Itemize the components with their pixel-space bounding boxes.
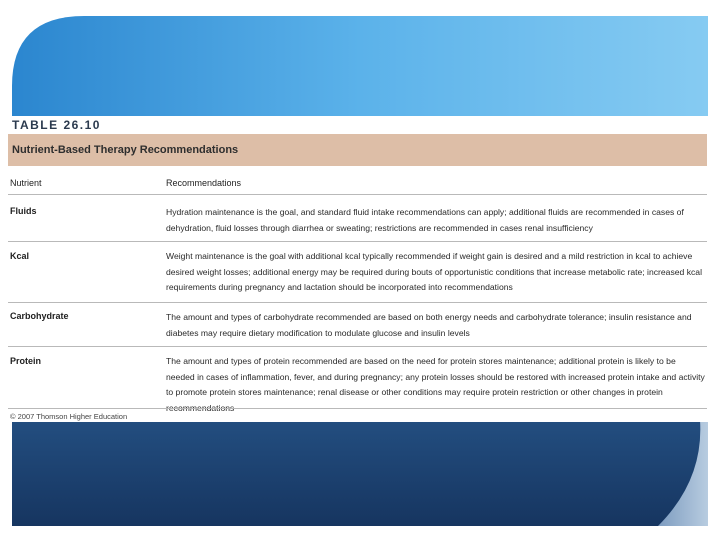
row-recommendation-protein: The amount and types of protein recommended are based on the need for protein stores maintenance; additional protein is likely to be needed in cases of inflammation, fever, and during pregnancy; any protein losses should be restored with increased protein intake and activity to promote protein stores maintenance; renal disease or other conditions may require protein restriction or other changes in protein [166, 356, 705, 397]
header-rule [8, 194, 707, 195]
table-title: Nutrient-Based Therapy Recommendations [12, 144, 239, 156]
row-nutrient-carbohydrate: Carbohydrate [10, 311, 69, 321]
row-recommendation-fluids: Hydration maintenance is the goal, and standard fluid intake recommendations can apply; additional fluids are recommended in cases of dehydration, fluid losses through diarrhea or sweating; restrictions are recommended in cases renal insufficiency [166, 207, 684, 233]
bottom-blue-banner [12, 420, 708, 526]
copyright-notice: © 2007 Thomson Higher Education [10, 412, 128, 421]
row-nutrient-protein: Protein [10, 356, 42, 366]
row-nutrient-kcal: Kcal [10, 251, 30, 261]
row-rule [8, 346, 707, 347]
row-nutrient-fluids: Fluids [10, 206, 37, 216]
table-title-band [8, 134, 707, 166]
column-header-nutrient: Nutrient [10, 178, 42, 188]
row-rule [8, 241, 707, 242]
row-rule [8, 408, 707, 409]
table-number: TABLE 26.10 [12, 118, 101, 132]
row-recommendation-kcal: Weight maintenance is the goal with additional kcal typically recommended if weight gain is desired and a mild restriction in kcal to achieve desired weight losses; additional energy may be required during bouts of opportunistic conditions that increase metabolic rate; increased kcal requirements during pregnancy and lactation should be incorporated into recommendations [166, 251, 702, 292]
row-rule [8, 302, 707, 303]
row-recommendation-carbohydrate: The amount and types of carbohydrate recommended are based on both energy needs and carbohydrate tolerance; insulin resistance and diabetes may require dietary modification to modulate glucose and insulin levels [166, 312, 692, 338]
nutrient-table [8, 116, 708, 422]
top-blue-banner [12, 16, 708, 120]
column-header-recommendations: Recommendations [166, 178, 242, 188]
